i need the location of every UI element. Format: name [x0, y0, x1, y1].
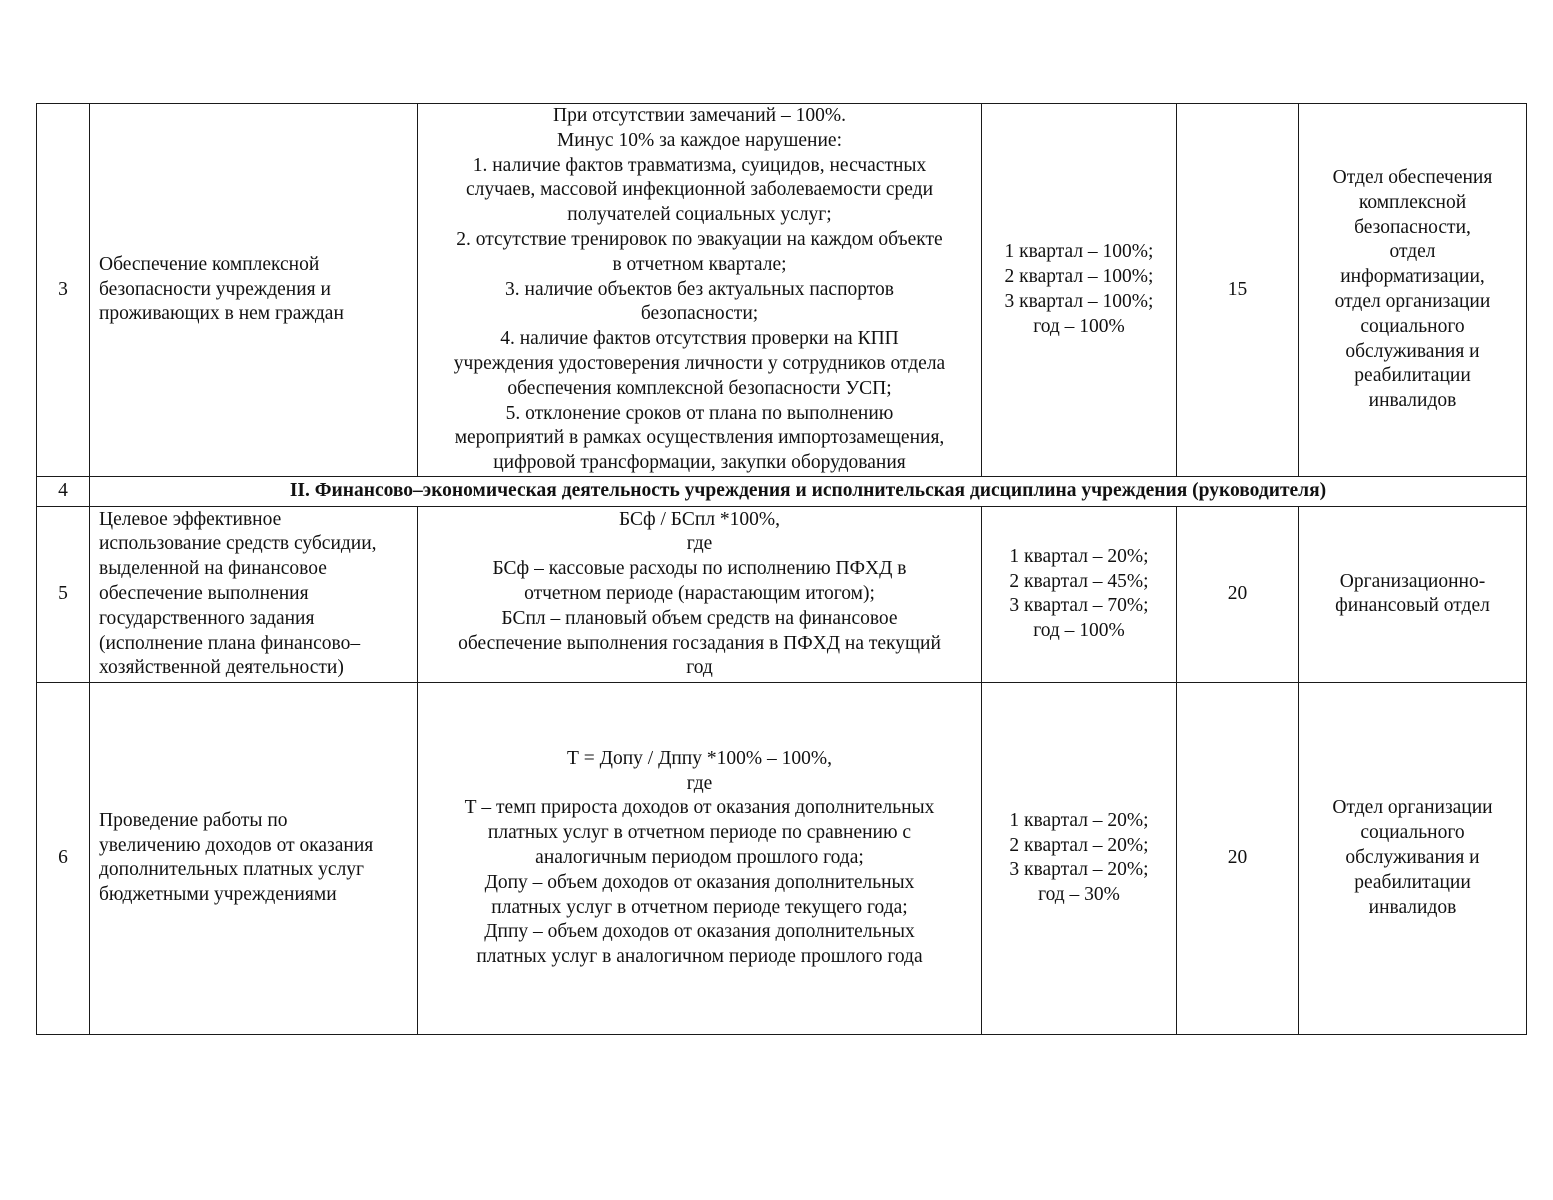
- row-number: 5: [37, 506, 90, 682]
- weight-value: 20: [1177, 682, 1299, 1034]
- table-row-5: [37, 506, 1527, 682]
- weight-value: 15: [1177, 104, 1299, 477]
- plan-values: 1 квартал – 100%; 2 квартал – 100%; 3 квартал – 100%; год – 100%: [982, 104, 1177, 477]
- criteria-table: [36, 103, 1527, 1035]
- calculation-method: При отсутствии замечаний – 100%. Минус 10% за каждое нарушение: 1. наличие фактов травматизма, суицидов, несчастных случаев, массовой инфекционной заболеваемости среди получателей социальных услуг; 2. отсутствие тренировок по эвакуации на каждом объекте в отчетном квартале; 3. наличие объектов без актуальных паспортов безопасности; 4. наличие фактов отсутствия проверки на КПП учреждения удостоверения личности у сотрудников отдела обеспечения комплексной безопасности УСП; 5. отклонение сроков от плана по выполнению мероприятий в рамках осуществления импортозамещения, цифровой трансформации, закупки оборудования: [418, 104, 982, 477]
- plan-values: 1 квартал – 20%; 2 квартал – 45%; 3 квартал – 70%; год – 100%: [982, 506, 1177, 682]
- section-title: II. Финансово–экономическая деятельность учреждения и исполнительская дисциплина учреждения (руководителя): [90, 476, 1527, 506]
- table-row-6: [37, 682, 1527, 1034]
- row-number: 6: [37, 682, 90, 1034]
- row-number: 3: [37, 104, 90, 477]
- responsible-department: Отдел организации социального обслуживания и реабилитации инвалидов: [1299, 682, 1527, 1034]
- criterion-name: Целевое эффективное использование средств субсидии, выделенной на финансовое обеспечение выполнения государственного задания (исполнение плана финансово– хозяйственной деятельности): [90, 506, 418, 682]
- row-number: 4: [37, 476, 90, 506]
- responsible-department: Организационно- финансовый отдел: [1299, 506, 1527, 682]
- calculation-method: БСф / БСпл *100%, где БСф – кассовые расходы по исполнению ПФХД в отчетном периоде (нарастающим итогом); БСпл – плановый объем средств на финансовое обеспечение выполнения госзадания в ПФХД на текущий год: [418, 506, 982, 682]
- table-row-3: [37, 104, 1527, 477]
- criterion-name: Обеспечение комплексной безопасности учреждения и проживающих в нем граждан: [90, 104, 418, 477]
- plan-values: 1 квартал – 20%; 2 квартал – 20%; 3 квартал – 20%; год – 30%: [982, 682, 1177, 1034]
- table-row-4-section: [37, 476, 1527, 506]
- criterion-name: Проведение работы по увеличению доходов от оказания дополнительных платных услуг бюджетными учреждениями: [90, 682, 418, 1034]
- weight-value: 20: [1177, 506, 1299, 682]
- calculation-method: Т = Допу / Дппу *100% – 100%, где Т – темп прироста доходов от оказания дополнительных платных услуг в отчетном периоде по сравнению с аналогичным периодом прошлого года; Допу – объем доходов от оказания дополнительных платных услуг в отчетном периоде текущего года; Дппу – объем доходов от оказания дополнительных платных услуг в аналогичном периоде прошлого года: [418, 682, 982, 1034]
- responsible-department: Отдел обеспечения комплексной безопасности, отдел информатизации, отдел организации социального обслуживания и реабилитации инвалидов: [1299, 104, 1527, 477]
